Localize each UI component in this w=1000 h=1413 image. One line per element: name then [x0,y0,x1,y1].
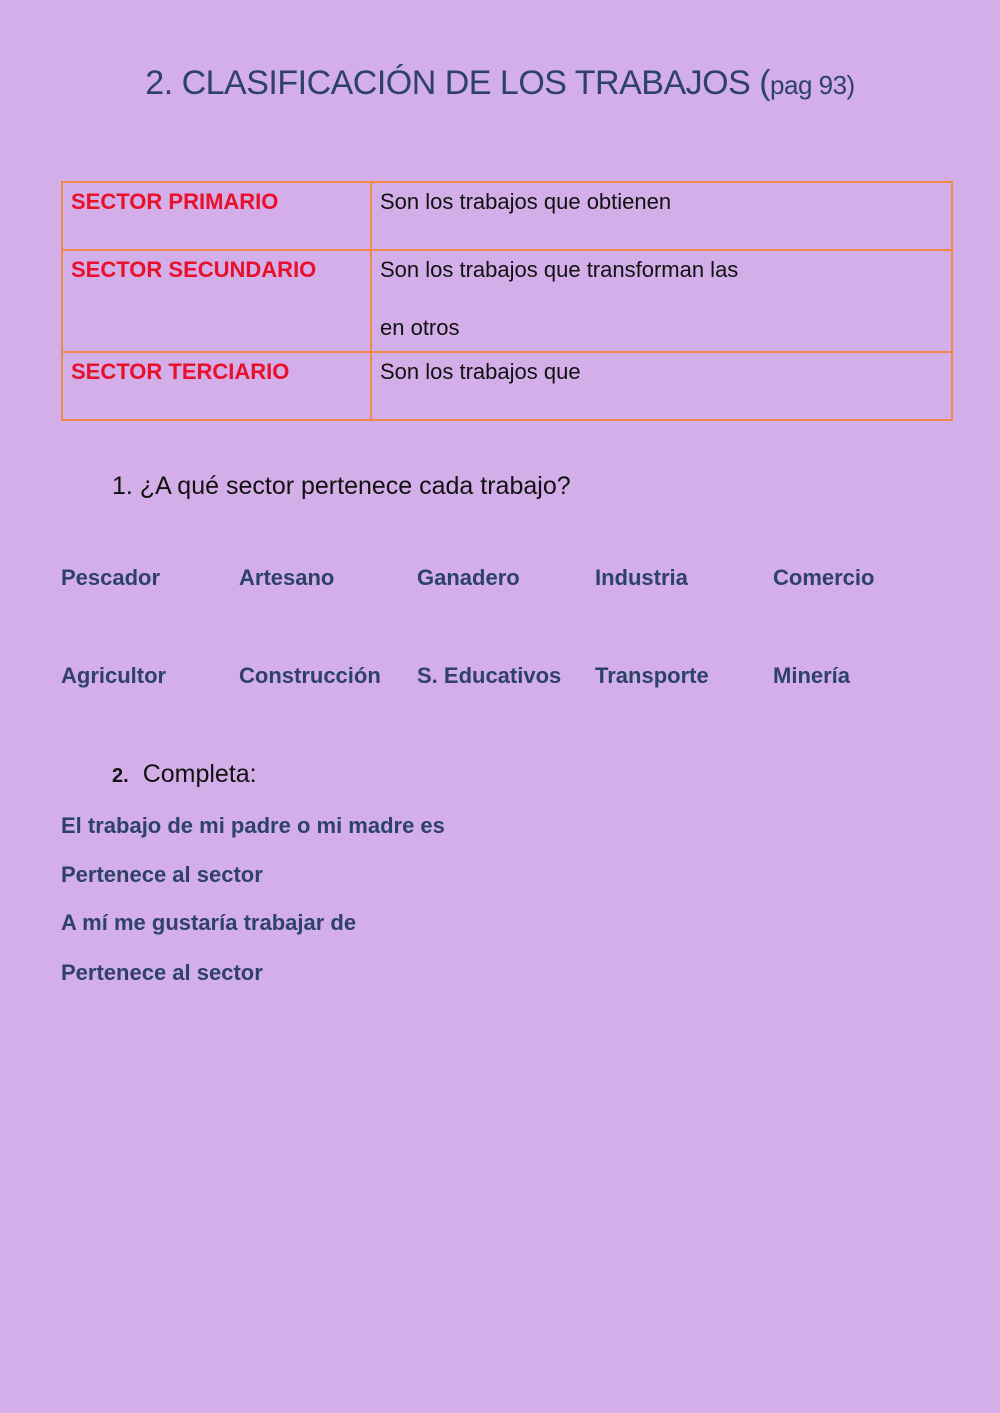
definition-text: Son los trabajos que [380,359,581,384]
job-word[interactable]: Agricultor [61,663,167,688]
complete-line-parent-job[interactable]: El trabajo de mi padre o mi madre es [61,813,445,838]
question-1: 1. ¿A qué sector pertenece cada trabajo? [112,472,571,500]
table-row [62,250,952,352]
sector-definition-terciario [371,352,952,420]
question-2-text: Completa: [142,760,257,788]
page-title [0,64,1000,103]
job-word[interactable]: Construcción [239,663,381,688]
sector-definition-primario [371,182,952,250]
title-main: 2. CLASIFICACIÓN DE LOS TRABAJOS ( [145,64,771,102]
definition-text: Son los trabajos que obtienen [380,189,672,214]
complete-line-my-job[interactable]: A mí me gustaría trabajar de [61,910,357,935]
job-word[interactable]: Industria [595,565,688,590]
question-2 [112,760,257,789]
complete-line-my-sector[interactable]: Pertenece al sector [61,960,263,985]
sectors-table [61,181,953,421]
table-row [62,352,952,420]
question-2-number: 2. [112,765,129,787]
complete-line-parent-sector[interactable]: Pertenece al sector [61,862,263,887]
job-word[interactable]: Ganadero [417,565,520,590]
title-page-ref: pag 93) [770,70,855,100]
job-word[interactable]: Artesano [239,565,335,590]
job-word[interactable]: Minería [773,663,851,688]
sector-label-terciario: SECTOR TERCIARIO [62,352,371,420]
table-row [62,182,952,250]
job-word[interactable]: S. Educativos [417,663,562,688]
sector-definition-secundario [371,250,952,352]
definition-text: Son los trabajos que transforman las [380,257,739,282]
definition-text-line2: en otros [380,315,460,340]
sector-label-secundario: SECTOR SECUNDARIO [62,250,371,352]
job-word[interactable]: Comercio [773,565,875,590]
job-word[interactable]: Transporte [595,663,709,688]
sector-label-primario: SECTOR PRIMARIO [62,182,371,250]
job-word[interactable]: Pescador [61,565,161,590]
